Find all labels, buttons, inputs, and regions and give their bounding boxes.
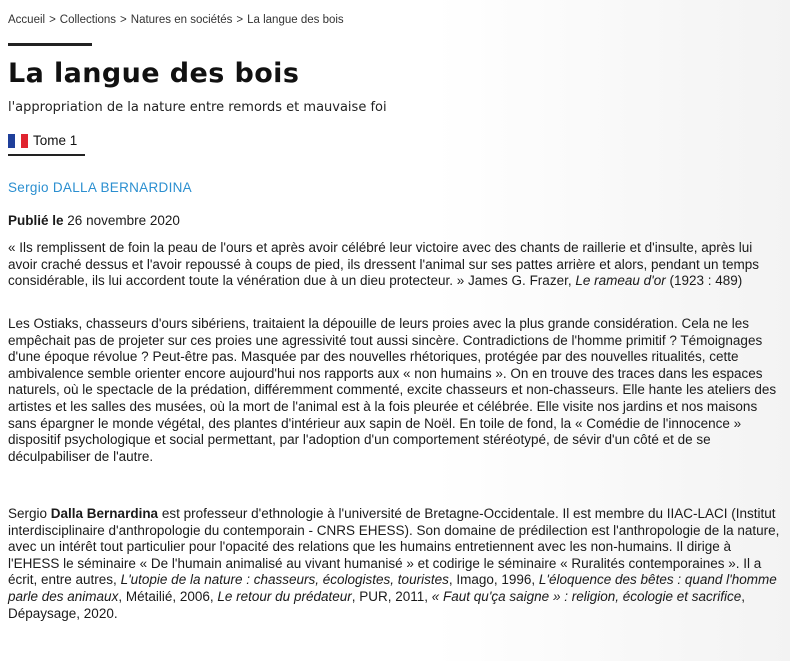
tome-underline — [8, 154, 85, 156]
page-subtitle: l'appropriation de la nature entre remords et mauvaise foi — [8, 100, 387, 115]
quote-reference: (1923 : 489) — [665, 273, 743, 289]
published-date: 26 novembre 2020 — [67, 213, 180, 228]
breadcrumb-separator: > — [120, 14, 127, 26]
bio-first-name: Sergio — [8, 506, 51, 521]
tome-selector[interactable] — [8, 133, 77, 148]
bio-text: , Imago, 1996, — [448, 572, 539, 588]
bio-text: , PUR, 2011, — [351, 588, 432, 604]
book-summary: Les Ostiaks, chasseurs d'ours sibériens, traitaient la dépouille de leurs proies avec la plus grande considération. Cela ne les empêchait pas de projeter sur ces proies une agressivité tout aussi sincère. Contradictions de l'homme primitif ? Témoignages d'une époque révolue ? Peut-être pas. Masquée par des nouvelles rhétoriques, protégée par des nouvelles ritualités, cette ambivalence semble orienter encore aujourd'hui nos rapports aux « non humains ». On en trouve des traces dans les espaces naturels, où le spectacle de la prédation, différemment commenté, excite chasseurs et non-chasseurs. Elle hante les ateliers des artistes et les salles des musées, où la mort de l'animal est à la fois pleurée et célébrée. Elle visite nos jardins et nos maisons sans épargner le monde végétal, des plantes d'intérieur aux sapin de Noël. En toile de fond, la « Comédie de l'innocence » dispositif psychologique et social permettant, par l'adoption d'un comportement stéréotypé, de sévir d'un côté et de se déculpabiliser de l'autre. — [8, 316, 777, 464]
bio-work-title: Le retour du prédateur — [217, 588, 352, 604]
bio-text: est professeur d'ethnologie à l'université de Bretagne-Occidentale. Il est membre du IIAC-LACI (Institut interdisciplinaire d'anthropologie du contemporain - CNRS EHESS). Son domaine de prédilection est l'anthropologie de la nature, avec un intérêt tout particulier pour l'opacité des relations que les humains entretiennent avec les non-humains. Il dirige à l'EHESS le séminaire « De l'humain animalisé au vivant humanisé » et codirige le séminaire « Ruralités contemporaines ». Il a écrit, entre autres, — [8, 506, 780, 588]
breadcrumb-item-natures[interactable]: Natures en sociétés — [130, 14, 233, 26]
bio-text: , Dépaysage, 2020. — [8, 588, 746, 621]
breadcrumb-item-collections[interactable]: Collections — [59, 14, 117, 26]
breadcrumb-item-home[interactable]: Accueil — [8, 14, 46, 26]
french-flag-icon — [8, 134, 28, 148]
divider — [8, 43, 92, 46]
bio-text: , Métailié, 2006, — [118, 588, 218, 604]
published-label: Publié le — [8, 213, 64, 228]
bio-last-name: Dalla Bernardina — [50, 506, 159, 521]
bio-work-title: L'utopie de la nature : chasseurs, écologistes, touristes — [120, 572, 449, 588]
publication-date — [8, 213, 180, 228]
quote-work-title: Le rameau d'or — [575, 273, 666, 289]
breadcrumb-separator: > — [49, 14, 56, 26]
author-bio — [8, 506, 784, 622]
author-link[interactable]: Sergio DALLA BERNARDINA — [8, 180, 192, 195]
breadcrumb-separator: > — [236, 14, 244, 26]
bio-work-title: L'éloquence des bêtes : quand l'homme parle des animaux — [8, 572, 777, 604]
epigraph-quote — [8, 240, 784, 290]
page-title: La langue des bois — [8, 58, 300, 89]
bio-work-title: « Faut qu'ça saigne » : religion, écologie et sacrifice — [431, 588, 742, 604]
quote-text: « Ils remplissent de foin la peau de l'ours et après avoir célébré leur victoire avec des chants de raillerie et d'insulte, après lui avoir craché dessus et l'avoir repoussé à coups de pied, ils dressent l'animal sur ses pattes arrière et alors, pendant un temps considérable, ils lui accordent toute la vénération due à un dieu protecteur. » James G. Frazer, — [8, 240, 760, 289]
breadcrumb-item-current: La langue des bois — [247, 14, 344, 26]
tome-label: Tome 1 — [33, 133, 78, 148]
breadcrumb — [8, 14, 344, 26]
